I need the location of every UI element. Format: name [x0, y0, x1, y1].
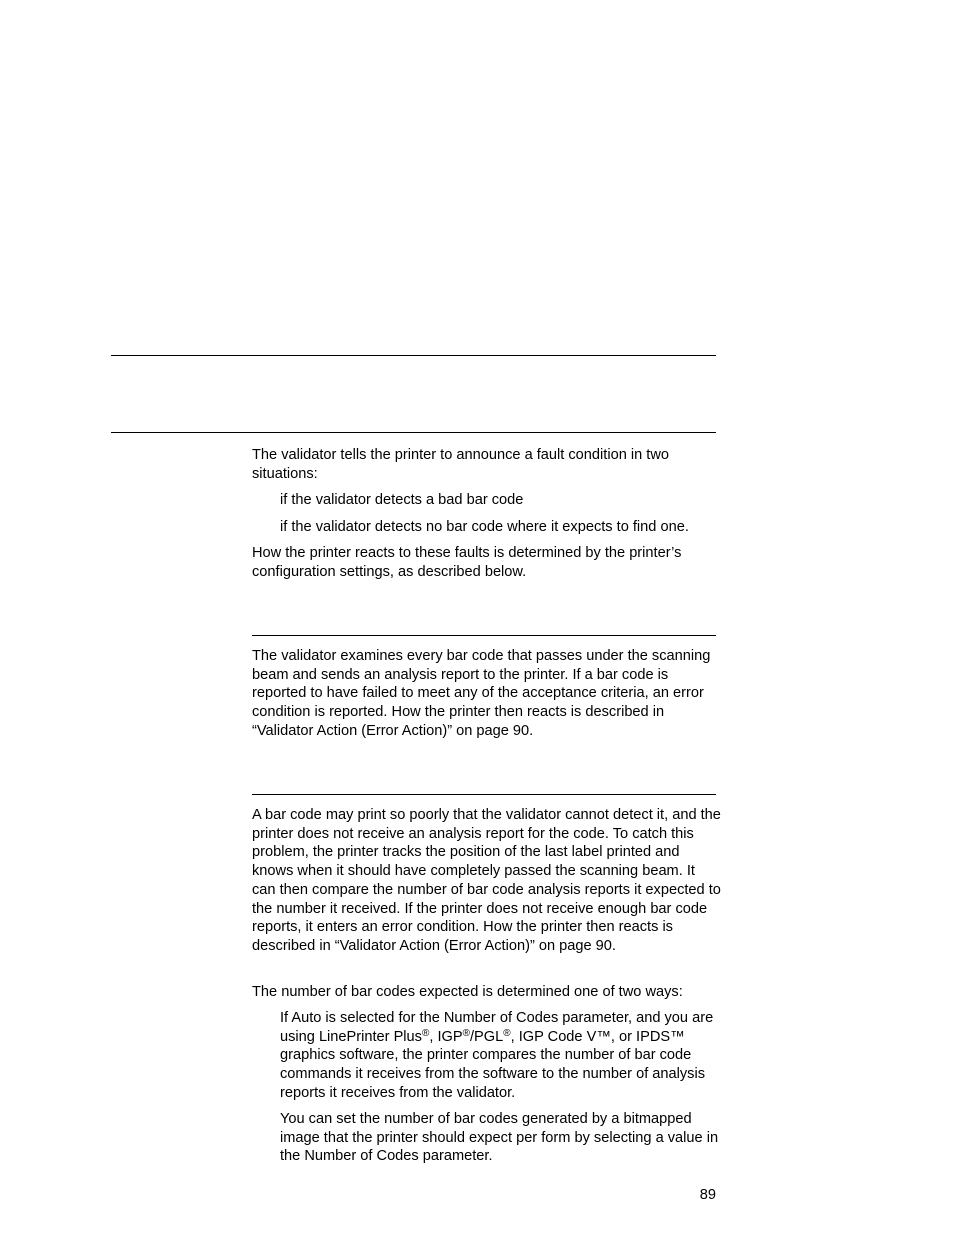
bullet-auto-number-of-codes: [280, 1009, 722, 1103]
expected-codes-paragraph: The number of bar codes expected is determined one of two ways:: [252, 984, 683, 1000]
intro-followup-paragraph: How the printer reacts to these faults is determined by the printer’s configuration settings, as described below.: [252, 545, 682, 580]
bad-bar-code-rule: [252, 635, 716, 636]
registered-mark: ®: [503, 1027, 511, 1039]
registered-mark: ®: [462, 1027, 470, 1039]
missing-bar-code-rule: [252, 794, 716, 795]
bad-bar-code-paragraph: The validator examines every bar code that passes under the scanning beam and sends an analysis report to the printer. If a bar code is reported to have failed to meet any of the acceptance criteria, an error condition is reported. How the printer then reacts is described in “Validator Action (Error Action)” on page 90.: [252, 648, 711, 739]
page-number: 89: [699, 1187, 716, 1203]
missing-bar-code-paragraph: A bar code may print so poorly that the validator cannot detect it, and the printer does not receive an analysis report for the code. To catch this problem, the printer tracks the position of the last label printed and knows when it should have completely passed the scanning beam. It can then compare the number of bar code analysis reports it expected to the number it received. If the printer does not receive enough bar code reports, it enters an error condition. How the printer then reacts is described in “Validator Action (Error Action)” on page 90.: [252, 807, 721, 954]
registered-mark: ®: [421, 1027, 430, 1039]
intro-paragraph: The validator tells the printer to announce a fault condition in two situations:: [252, 447, 669, 482]
chapter-top-rule: [111, 355, 716, 356]
bullet-auto-text-1: If Auto is selected for the Number of Codes parameter, and you are using LinePrinter Plus: [280, 1010, 714, 1045]
bullet-auto-text-3: /PGL: [469, 1028, 504, 1045]
bullet-auto-text-4: , IGP Code V™, or IPDS™ graphics software, the printer compares the number of bar code commands it receives from the software to the number of analysis reports it receives from the validator.: [280, 1028, 706, 1101]
intro-bullet-no-code: if the validator detects no bar code where it expects to find one.: [280, 519, 689, 535]
bullet-auto-text-2: , IGP: [429, 1028, 463, 1045]
intro-bullet-bad-code: if the validator detects a bad bar code: [280, 492, 524, 508]
section-title-rule: [111, 432, 716, 433]
bullet-manual-number-of-codes: You can set the number of bar codes generated by a bitmapped image that the printer should expect per form by selecting a value in the Number of Codes parameter.: [280, 1111, 719, 1165]
